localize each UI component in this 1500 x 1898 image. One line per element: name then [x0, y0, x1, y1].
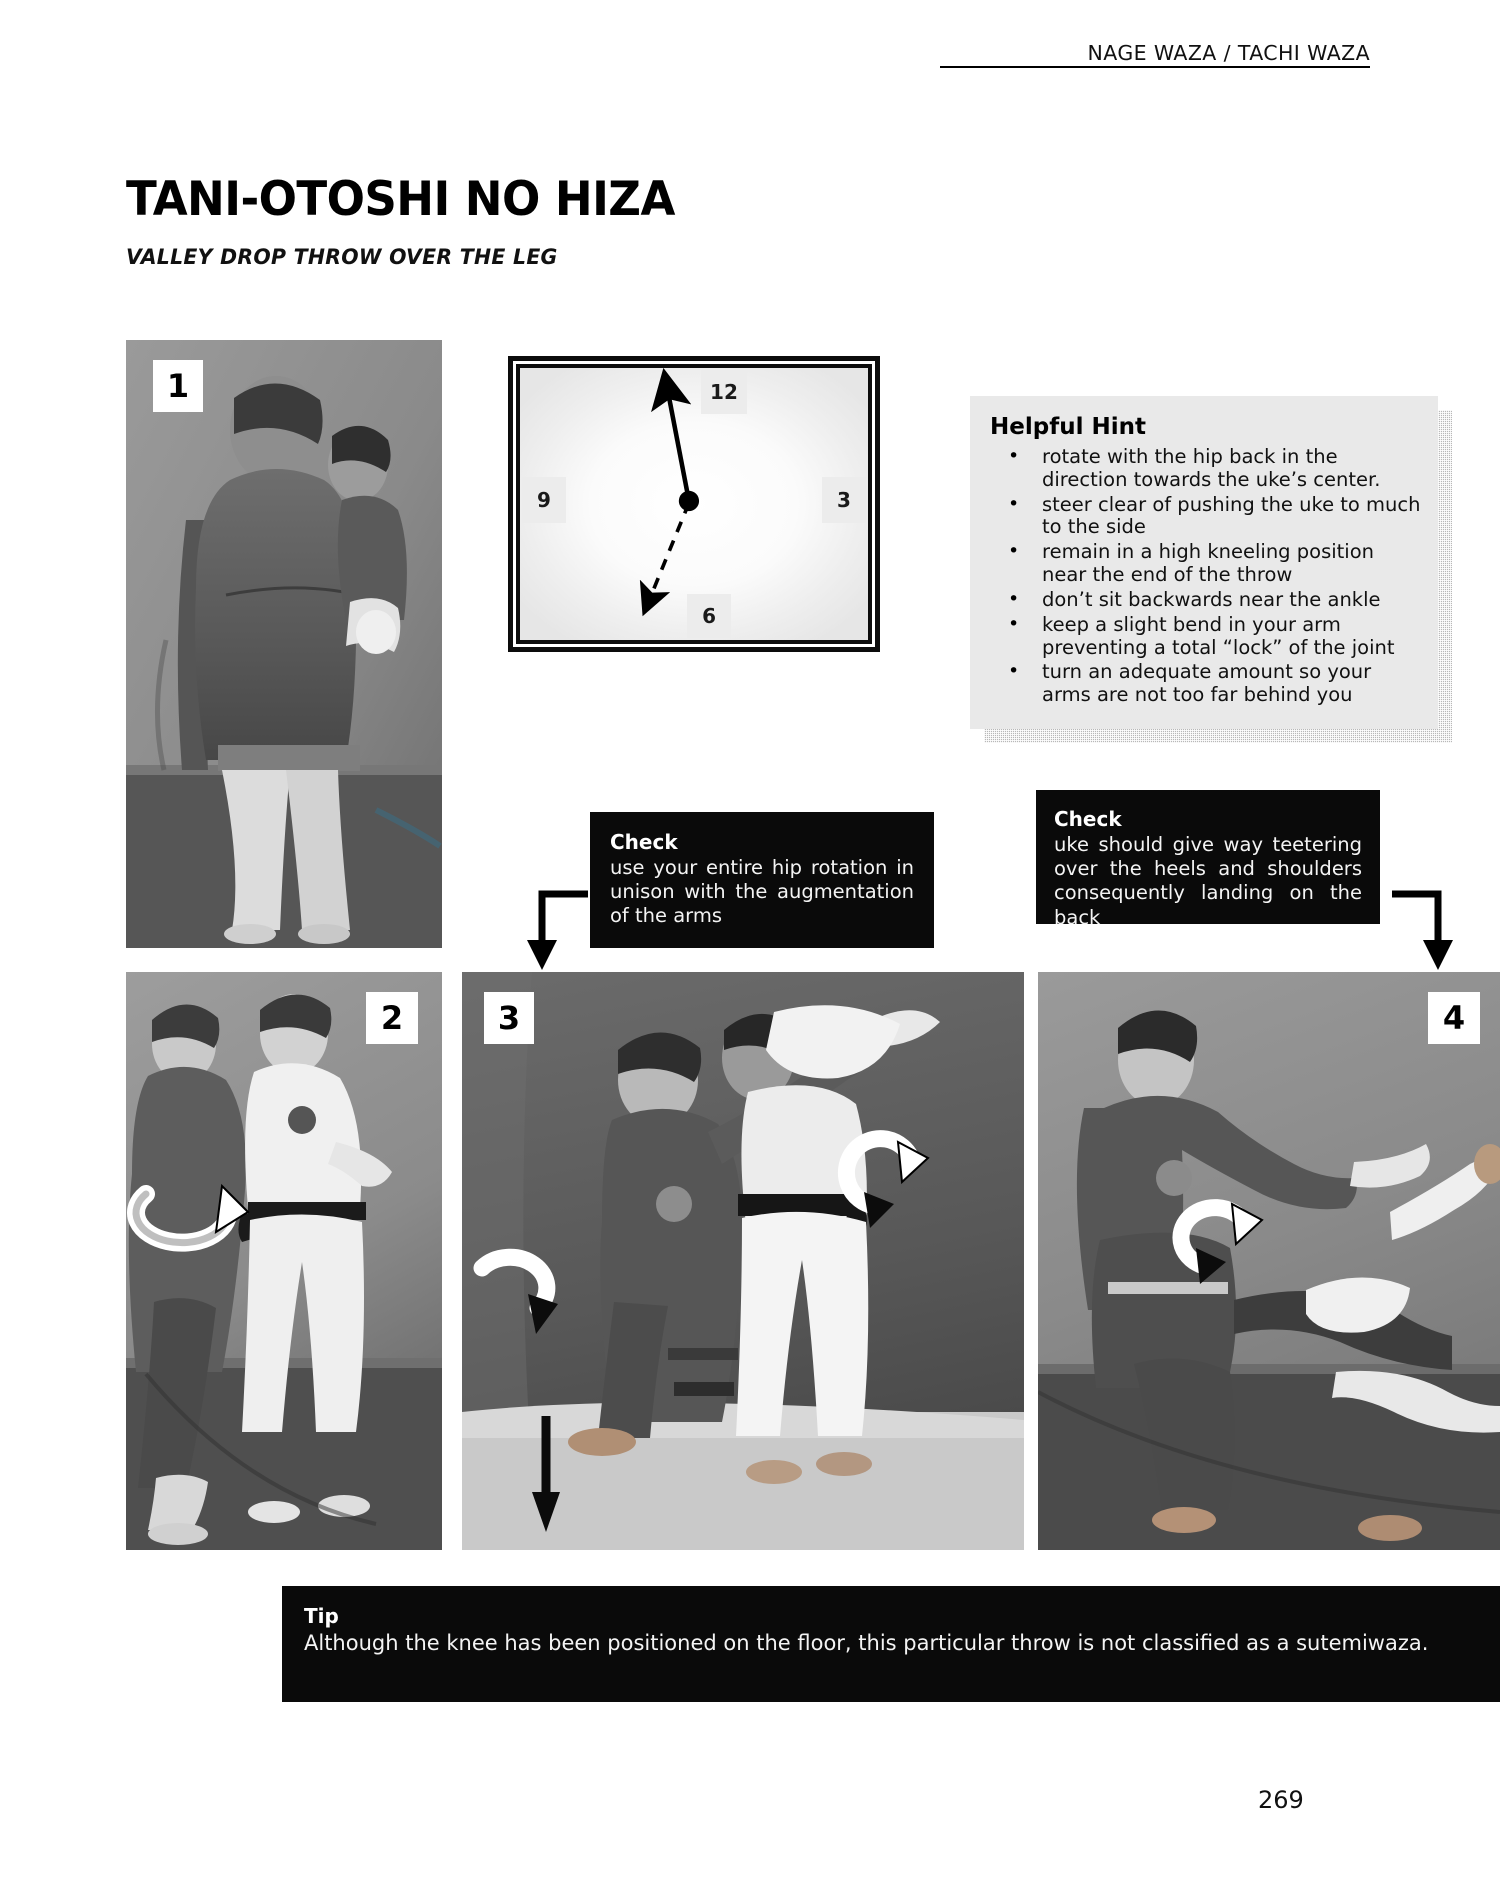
page-subtitle: VALLEY DROP THROW OVER THE LEG [126, 245, 558, 270]
step-2-badge: 2 [366, 992, 418, 1044]
check-right-title: Check [1054, 807, 1122, 831]
clock-number-9: 9 [522, 477, 566, 523]
hint-shadow-right [1438, 410, 1452, 743]
step-4-badge: 4 [1428, 992, 1480, 1044]
hint-item: • turn an adequate amount so your arms are not too far behind you [1042, 661, 1422, 707]
hint-item: • keep a slight bend in your arm preventing a total “lock” of the joint [1042, 614, 1422, 660]
hint-item: • steer clear of pushing the uke to much to the side [1042, 494, 1422, 540]
clock-number-12: 12 [701, 370, 747, 414]
connector-arrow-left [518, 886, 598, 974]
clock-direction-diagram [508, 356, 880, 652]
hint-item: • rotate with the hip back in the direction towards the uke’s center. [1042, 446, 1422, 492]
tip-callout [282, 1586, 1500, 1702]
check-right-body: uke should give way teetering over the heels and shoulders consequently landing on the back [1054, 833, 1362, 929]
running-head-text: NAGE WAZA / TACHI WAZA [1087, 41, 1370, 65]
page-title: TANI-OTOSHI NO HIZA [126, 172, 675, 227]
step-1-photo [126, 340, 442, 948]
tip-body: Although the knee has been positioned on the floor, this particular throw is not classified as a sutemiwaza. [304, 1631, 1429, 1655]
check-left-body: use your entire hip rotation in unison with the augmentation of the arms [610, 856, 914, 928]
step-1-badge: 1 [153, 360, 203, 412]
step-3-badge: 3 [484, 992, 534, 1044]
helpful-hint-title: Helpful Hint [990, 414, 1146, 440]
helpful-hint-box [970, 396, 1438, 729]
check-left-title: Check [610, 830, 678, 854]
page-number: 269 [1258, 1786, 1304, 1814]
hint-item: • remain in a high kneeling position near the end of the throw [1042, 541, 1422, 587]
connector-arrow-right [1382, 886, 1462, 974]
hint-shadow-bottom [984, 729, 1438, 743]
step-1-photo-image [126, 340, 442, 948]
step-3-photo-image [462, 972, 1024, 1550]
check-callout-right [1036, 790, 1380, 929]
helpful-hint-list [986, 446, 1422, 707]
page-running-header [940, 38, 1370, 68]
check-callout-left [590, 812, 934, 948]
tip-title: Tip [304, 1604, 339, 1628]
step-4-photo-image [1038, 972, 1500, 1550]
step-4-photo [1038, 972, 1500, 1550]
clock-number-3: 3 [822, 477, 866, 523]
hint-item: • don’t sit backwards near the ankle [1042, 589, 1422, 612]
header-rule [940, 66, 1370, 68]
clock-outer-ring [513, 361, 875, 647]
clock-face [520, 368, 868, 640]
step-2-photo [126, 972, 442, 1550]
step-3-photo [462, 972, 1024, 1550]
clock-number-6: 6 [687, 594, 731, 638]
step-2-photo-image [126, 972, 442, 1550]
